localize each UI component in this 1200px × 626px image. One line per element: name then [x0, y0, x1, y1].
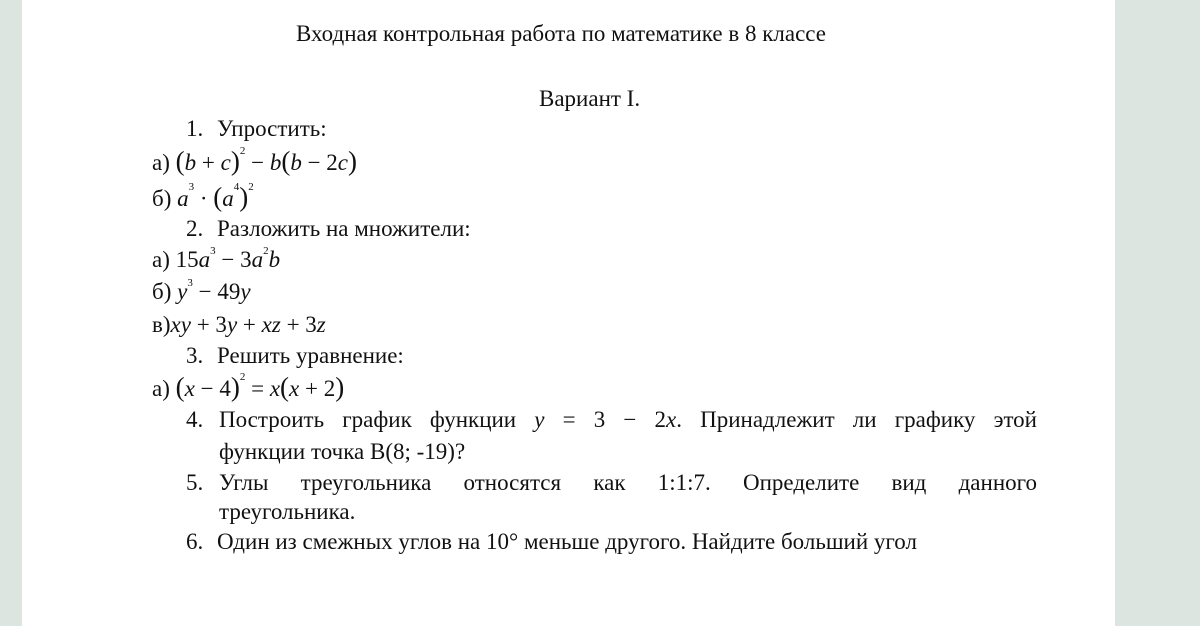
- task-2b: [152, 277, 251, 304]
- formula-2a: $15a^3 - 3a^2b$: [175, 245, 281, 272]
- task-1b: [152, 181, 254, 212]
- task-3a: [152, 371, 345, 402]
- task-2v: [152, 313, 326, 336]
- label-a: а): [152, 247, 170, 272]
- label-b: б): [152, 279, 172, 304]
- label-v: в): [152, 312, 171, 337]
- formula-4: y = 3 − 2x: [534, 407, 677, 432]
- task-2-number: 2.: [186, 216, 204, 241]
- task-6-text: Один из смежных углов на 10° меньше другого. Найдите больший угол: [217, 529, 917, 554]
- task-5: [186, 471, 203, 494]
- task-4-number: 4.: [186, 407, 204, 432]
- task-5-number: 5.: [186, 470, 204, 495]
- label-a: а): [152, 150, 170, 175]
- task-6-number: 6.: [186, 529, 204, 554]
- task-5-line-2: треугольника.: [219, 499, 356, 524]
- task-4-text-after: . Принадлежит ли графику этой: [676, 407, 1037, 432]
- label-b: б): [152, 186, 172, 211]
- task-5-text: Углы треугольника относятся как 1:1:7. Определите вид данного: [219, 470, 1037, 495]
- task-6: [186, 530, 917, 553]
- task-2a: [152, 245, 281, 272]
- formula-2b: $y^3 - 49y$: [177, 277, 251, 304]
- task-1-text: Упростить:: [217, 116, 327, 141]
- task-4-text-before: Построить график функции: [219, 407, 517, 432]
- task-3-text: Решить уравнение:: [217, 343, 404, 368]
- task-3-number: 3.: [186, 343, 204, 368]
- document-page: [22, 0, 1115, 626]
- formula-1b: $a^3 \cdot (a^4)^2$: [177, 181, 254, 212]
- document-title: Входная контрольная работа по математике в 8 классе: [296, 21, 826, 46]
- task-5-line-1: [219, 471, 1037, 494]
- task-3: [186, 344, 404, 367]
- task-1a: [152, 145, 358, 176]
- formula-2v: xy + 3y + xz + 3z: [170, 312, 326, 337]
- label-a: а): [152, 376, 170, 401]
- task-2-text: Разложить на множители:: [217, 216, 471, 241]
- formula-3a: $(x - 4)^2 = x(x + 2)$: [175, 371, 345, 402]
- variant-heading: Вариант I.: [539, 86, 641, 111]
- task-1: [186, 117, 327, 140]
- task-4: [186, 408, 203, 431]
- task-4-line-1: [219, 408, 1037, 431]
- task-2: [186, 217, 471, 240]
- task-4-line-2: функции точка B(8; -19)?: [219, 439, 466, 464]
- formula-1a: $(b + c)^2 - b(b - 2c)$: [175, 145, 358, 176]
- task-1-number: 1.: [186, 116, 204, 141]
